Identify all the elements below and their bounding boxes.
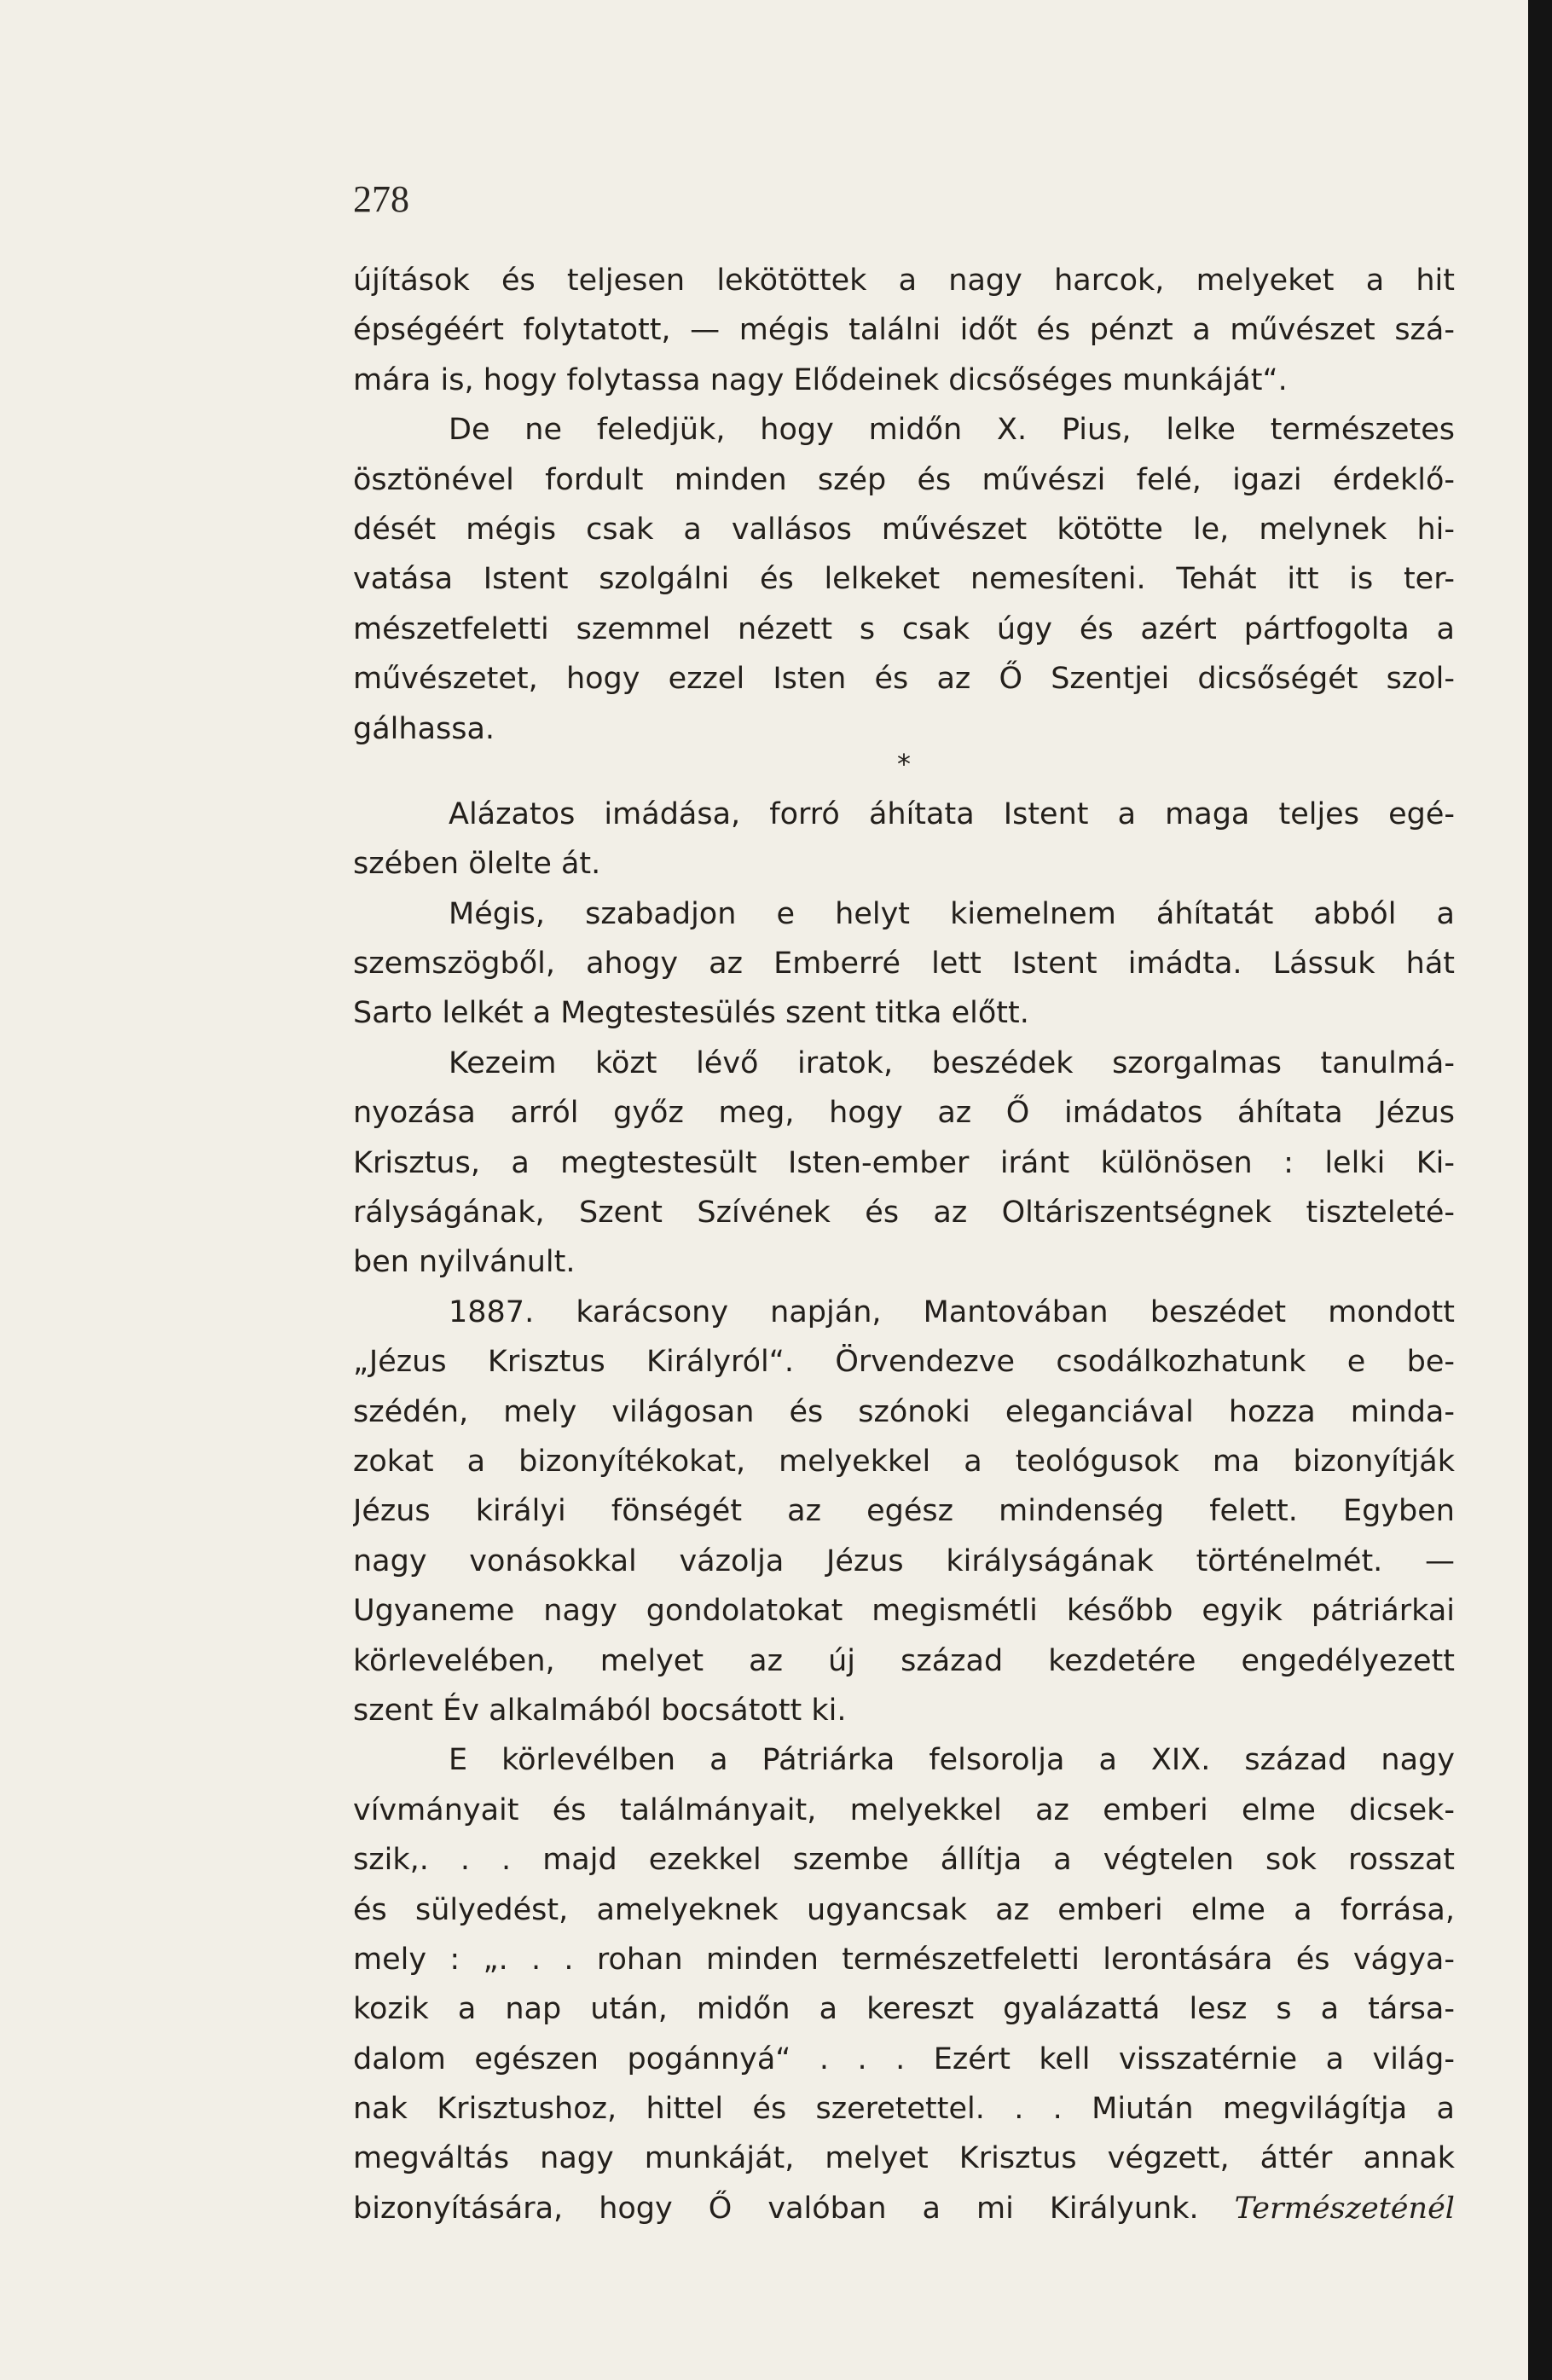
text-line: kozik a nap után, midőn a kereszt gyalázattá lesz s a társa- [353,1992,1455,2027]
text-line: nyozása arról győz meg, hogy az Ő imádatos áhítata Jézus [353,1096,1455,1131]
text-line: „Jézus Krisztus Királyról“. Örvendezve csodálkozhatunk e be- [353,1345,1455,1380]
text-line: mészetfeletti szemmel nézett s csak úgy és azért pártfogolta a [353,611,1455,646]
text-line: mára is, hogy folytassa nagy Elődeinek dicsőséges munkáját“. [353,362,1288,397]
text-line: nak Krisztushoz, hittel és szeretettel. . . Miután megvilágítja a [353,2092,1455,2127]
text-line: rályságának, Szent Szívének és az Oltáriszentségnek tiszteleté- [353,1196,1455,1231]
text-line: szent Év alkalmából bocsátott ki. [353,1693,847,1728]
text-line: Jézus királyi fönségét az egész mindenség felett. Egyben [353,1494,1455,1529]
body-text [353,256,1455,2233]
text-line: dését mégis csak a vallásos művészet kötötte le, melynek hi- [353,512,1455,547]
text-line: gálhassa. [353,711,495,746]
text-line: zokat a bizonyítékokat, melyekkel a teológusok ma bizonyítják [353,1444,1455,1479]
text-line-with-italic [353,2184,1455,2233]
text-line: 1887. karácsony napján, Mantovában beszédet mondott [449,1294,1455,1329]
text-line: Sarto lelkét a Megtestesülés szent titka előtt. [353,996,1029,1031]
text-line: dalom egészen pogánnyá“ . . . Ezért kell visszatérnie a világ- [353,2041,1455,2076]
text-line: nagy vonásokkal vázolja Jézus királyságának történelmét. — [353,1543,1455,1578]
text-line: szében ölelte át. [353,847,601,882]
text-line: szik,. . . majd ezekkel szembe állítja a végtelen sok rosszat [353,1843,1455,1878]
text-line-segment: bizonyítására, hogy Ő valóban a mi Királyunk. [353,2191,1199,2226]
text-line: Krisztus, a megtestesült Isten-ember iránt különösen : lelki Ki- [353,1145,1455,1180]
text-line: vatása Istent szolgálni és lelkeket nemesíteni. Tehát itt is ter- [353,562,1455,597]
section-separator: * [897,747,911,780]
text-line: mely : „. . . rohan minden természetfeletti lerontására és vágya- [353,1942,1455,1977]
text-line: Ugyaneme nagy gondolatokat megismétli később egyik pátriárkai [353,1594,1455,1629]
text-line: megváltás nagy munkáját, melyet Krisztus végzett, áttér annak [353,2141,1455,2176]
page-number: 278 [353,178,409,220]
text-line: ösztönével fordult minden szép és művészi felé, igazi érdeklő- [353,462,1455,497]
text-line: Alázatos imádása, forró áhítata Istent a maga teljes egé- [449,796,1455,831]
text-line: E körlevélben a Pátriárka felsorolja a XIX. század nagy [449,1743,1455,1778]
scan-edge [1528,0,1552,2380]
text-line: és sülyedést, amelyeknek ugyancsak az emberi elme a forrása, [353,1892,1455,1927]
text-line: De ne feledjük, hogy midőn X. Pius, lelke természetes [449,413,1455,448]
text-line: épségéért folytatott, — mégis találni időt és pénzt a művészet szá- [353,313,1455,348]
italic-word: Természeténél [1234,2191,1455,2226]
text-line: szédén, mely világosan és szónoki eleganciával hozza minda- [353,1394,1455,1429]
text-line: vívmányait és találmányait, melyekkel az emberi elme dicsek- [353,1792,1455,1827]
text-line: szemszögből, ahogy az Emberré lett Istent imádta. Lássuk hát [353,947,1455,982]
text-line: Kezeim közt lévő iratok, beszédek szorgalmas tanulmá- [449,1045,1455,1080]
text-line: Mégis, szabadjon e helyt kiemelnem áhítatát abból a [449,896,1455,931]
text-line: művészetet, hogy ezzel Isten és az Ő Szentjei dicsőségét szol- [353,662,1455,697]
text-line: körlevelében, melyet az új század kezdetére engedélyezett [353,1643,1455,1678]
text-line: újítások és teljesen lekötöttek a nagy harcok, melyeket a hit [353,263,1455,298]
text-line: ben nyilvánult. [353,1245,576,1280]
